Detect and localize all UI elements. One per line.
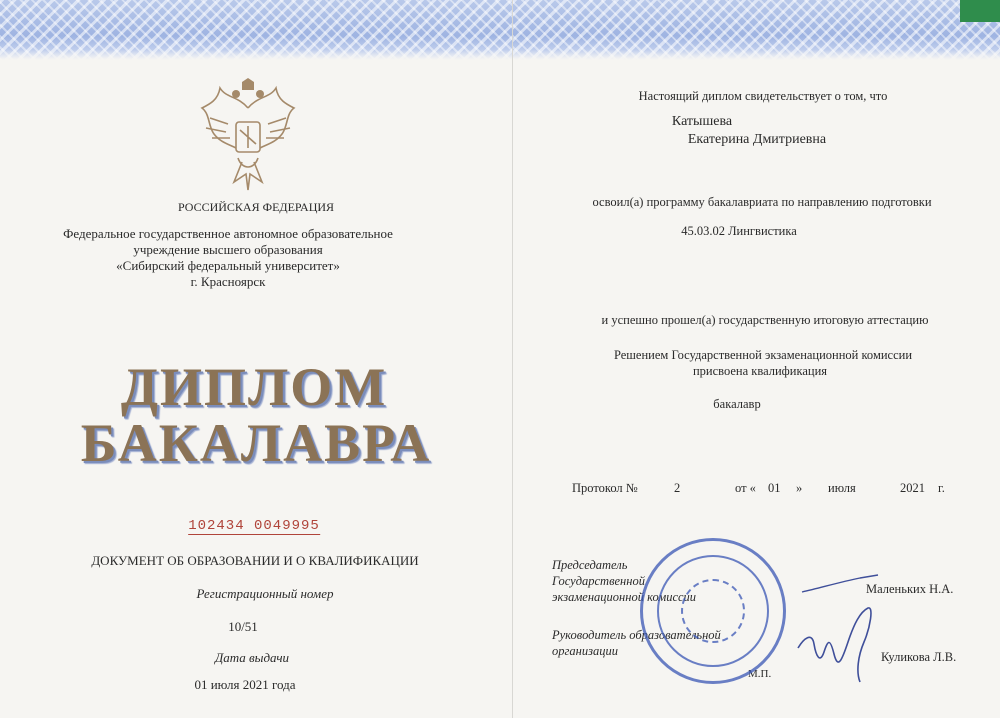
seal-place-label: М.П. (748, 668, 772, 680)
graduate-name: Екатерина Дмитриевна (687, 132, 827, 147)
double-headed-eagle-emblem-icon (198, 78, 298, 196)
registration-number: 10/51 (228, 619, 258, 634)
issue-date-label: Дата выдачи (214, 650, 290, 665)
head-name: Куликова Л.В. (881, 650, 957, 664)
head-title-line-2: организации (552, 644, 618, 658)
protocol-year-suffix: г. (938, 481, 945, 495)
green-corner (960, 0, 1000, 22)
decorative-top-band (0, 0, 512, 60)
intro-text: Настоящий диплом свидетельствует о том, что (638, 89, 888, 103)
protocol-year: 2021 (900, 481, 925, 495)
decorative-top-band-right (513, 0, 1000, 60)
chair-name: Маленьких Н.А. (866, 582, 954, 596)
protocol-quote-close: » (796, 481, 803, 495)
institution-line-3: «Сибирский федеральный университет» (116, 258, 340, 273)
issue-date: 01 июля 2021 года (194, 677, 296, 692)
chair-title-line-3: экзаменационной комиссии (552, 590, 697, 604)
document-type: ДОКУМЕНТ ОБ ОБРАЗОВАНИИ И О КВАЛИФИКАЦИИ (91, 553, 419, 568)
protocol-number: 2 (674, 481, 681, 495)
institution-line-1: Федеральное государственное автономное образовательное (63, 226, 393, 241)
diploma-serial-number: 102434 0049995 (188, 518, 320, 534)
country-name: РОССИЙСКАЯ ФЕДЕРАЦИЯ (177, 200, 335, 214)
chair-title-line-1: Председатель (552, 558, 628, 572)
protocol-month: июля (828, 481, 856, 495)
head-title-line-1: Руководитель образовательной (552, 628, 721, 642)
protocol-day: 01 (768, 481, 781, 495)
chair-title-line-2: Государственной (552, 574, 645, 588)
registration-label: Регистрационный номер (196, 586, 334, 601)
graduate-surname: Катышева (671, 114, 733, 129)
diploma-title-line-2: БАКАЛАВРА (80, 413, 432, 473)
diploma-title-line-1: ДИПЛОМ (120, 357, 388, 417)
protocol-from-label: от « (735, 481, 756, 495)
decision-line-2: присвоена квалификация (692, 364, 828, 378)
university-seal-stamp-icon (640, 538, 786, 684)
signature-chair-icon (800, 570, 880, 600)
program-text: освоил(а) программу бакалавриата по направлению подготовки (592, 195, 932, 209)
program-name: 45.03.02 Лингвистика (681, 224, 797, 238)
protocol-label: Протокол № (572, 481, 638, 495)
qualification: бакалавр (713, 397, 761, 411)
institution-line-2: учреждение высшего образования (133, 242, 323, 257)
signature-head-icon (790, 598, 900, 688)
decision-line-1: Решением Государственной экзаменационной комиссии (613, 348, 913, 362)
attestation-text: и успешно прошел(а) государственную итоговую аттестацию (601, 313, 929, 327)
institution-city: г. Красноярск (190, 274, 266, 289)
